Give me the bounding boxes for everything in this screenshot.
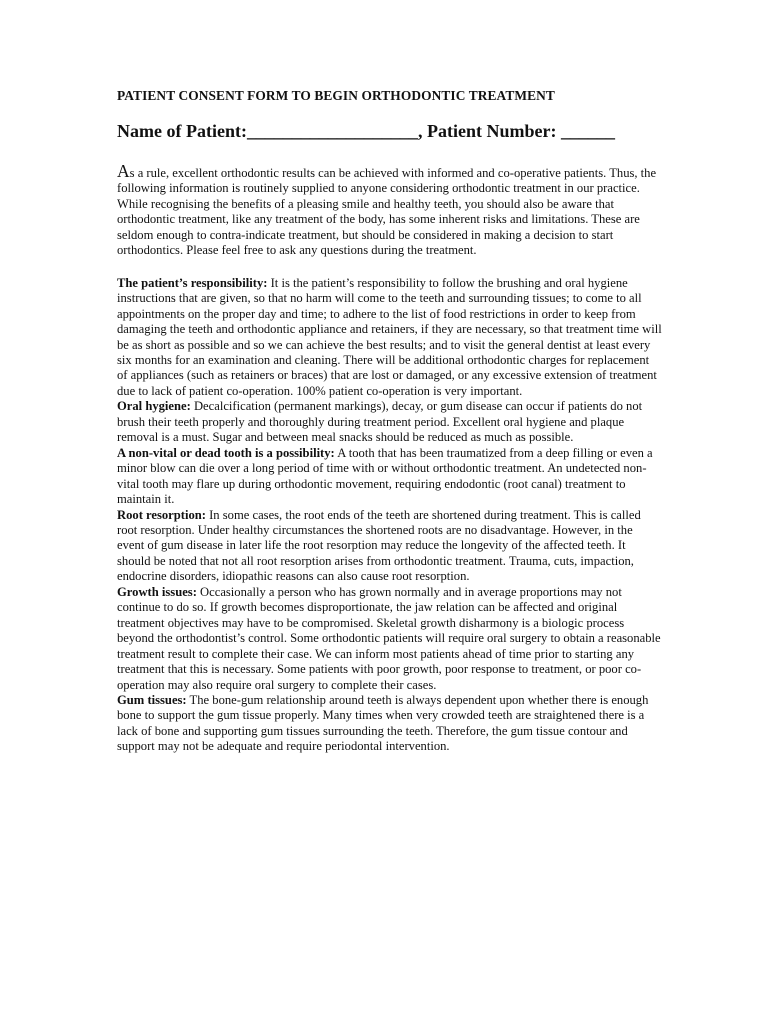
section-text: A tooth that has been traumatized from a deep filling or even a minor blow can die over a long period of time with or without orthodontic treatment. An undetected non-vital tooth may flare up during orthodontic movement, requiring endodontic (root canal) treatment to maintain it. [117, 445, 653, 507]
intro-first-letter: A [117, 161, 130, 181]
section-text: The bone-gum relationship around teeth is always dependent upon whether there is enough bone to support the gum tissue properly. Many times when very crowded teeth are straightened there is a lack of bone and supporting gum tissues surrounding the teeth. Therefore, the gum tissue contour and support may not be adequate and require periodontal intervention. [117, 692, 649, 754]
consent-body [117, 163, 662, 755]
patient-name-blank[interactable]: :___________________, [240, 121, 427, 141]
form-title: PATIENT CONSENT FORM TO BEGIN ORTHODONTIC TREATMENT [117, 88, 555, 103]
section-text: It is the patient’s responsibility to follow the brushing and oral hygiene instructions that are given, so that no harm will come to the teeth and surrounding tissues; to come to all appointments on the proper day and time; to adhere to the list of food restrictions in order to keep from damaging the teeth and orthodontic appliance and retainers, if they are necessary, so that treatment time will be as short as possible and so we can achieve the best results; and to visit the general dentist at least every six months for an examination and cleaning. There will be additional orthodontic charges for replacement of appliances (such as retainers or braces) that are lost or damaged, or any excessive extension of treatment due to lack of patient co-operation. 100% patient co-operation is very important. [117, 275, 662, 398]
section-text: Occasionally a person who has grown normally and in average proportions may not continue to do so. If growth becomes disproportionate, the jaw relation can be affected and original treatment objectives may have to be compromised. Skeletal growth disharmony is a biologic process beyond the orthodontist’s control. Some orthodontic patients will require oral surgery to obtain a reasonable treatment result to complete their case. We can inform most patients ahead of time prior to starting any treatment that this is necessary. Some patients with poor growth, poor response to treatment, or poor co-operation may also require oral surgery to complete their cases. [117, 584, 661, 692]
section-oral-hygiene [117, 399, 662, 445]
section-patient-responsibility [117, 276, 662, 400]
section-non-vital-tooth [117, 446, 662, 508]
patient-number-blank[interactable]: : ______ [550, 121, 615, 141]
patient-name-label: Name of Patient [117, 121, 241, 141]
patient-number-label: Patient Number [426, 121, 551, 141]
section-text: In some cases, the root ends of the teeth are shortened during treatment. This is called root resorption. Under healthy circumstances the shortened roots are no disadvantage. However, in the event of gum disease in later life the root resorption may reduce the longevity of the affected teeth. It should be noted that not all root resorption arises from orthodontic treatment. Trauma, cuts, impaction, endocrine disorders, idiopathic reasons can also cause root resorption. [117, 507, 641, 584]
section-heading: Root resorption: [117, 507, 206, 522]
section-growth-issues [117, 585, 662, 693]
section-heading: Growth issues: [117, 584, 197, 599]
patient-info-line [117, 121, 615, 142]
section-heading: Oral hygiene: [117, 399, 191, 414]
section-root-resorption [117, 508, 662, 585]
section-text: Decalcification (permanent markings), decay, or gum disease can occur if patients do not brush their teeth properly and thoroughly during treatment period. Excellent oral hygiene and plaque removal is a must. Sugar and between meal snacks should be reduced as much as possible. [117, 399, 643, 445]
intro-paragraph [117, 163, 662, 259]
section-heading: A non-vital or dead tooth is a possibility: [117, 445, 335, 460]
intro-text: s a rule, excellent orthodontic results can be achieved with informed and co-operative patients. Thus, the following information is routinely supplied to anyone considering orthodontic treatment in our practice. While recognising the benefits of a pleasing smile and healthy teeth, you should also be aware that orthodontic treatment, like any treatment of the body, has some inherent risks and limitations. These are seldom enough to contra-indicate treatment, but should be considered in making a decision to start orthodontics. Please feel free to ask any questions during the treatment. [117, 166, 657, 258]
section-heading: Gum tissues: [117, 692, 187, 707]
section-heading: The patient’s responsibility: [117, 275, 268, 290]
section-gum-tissues [117, 693, 662, 755]
